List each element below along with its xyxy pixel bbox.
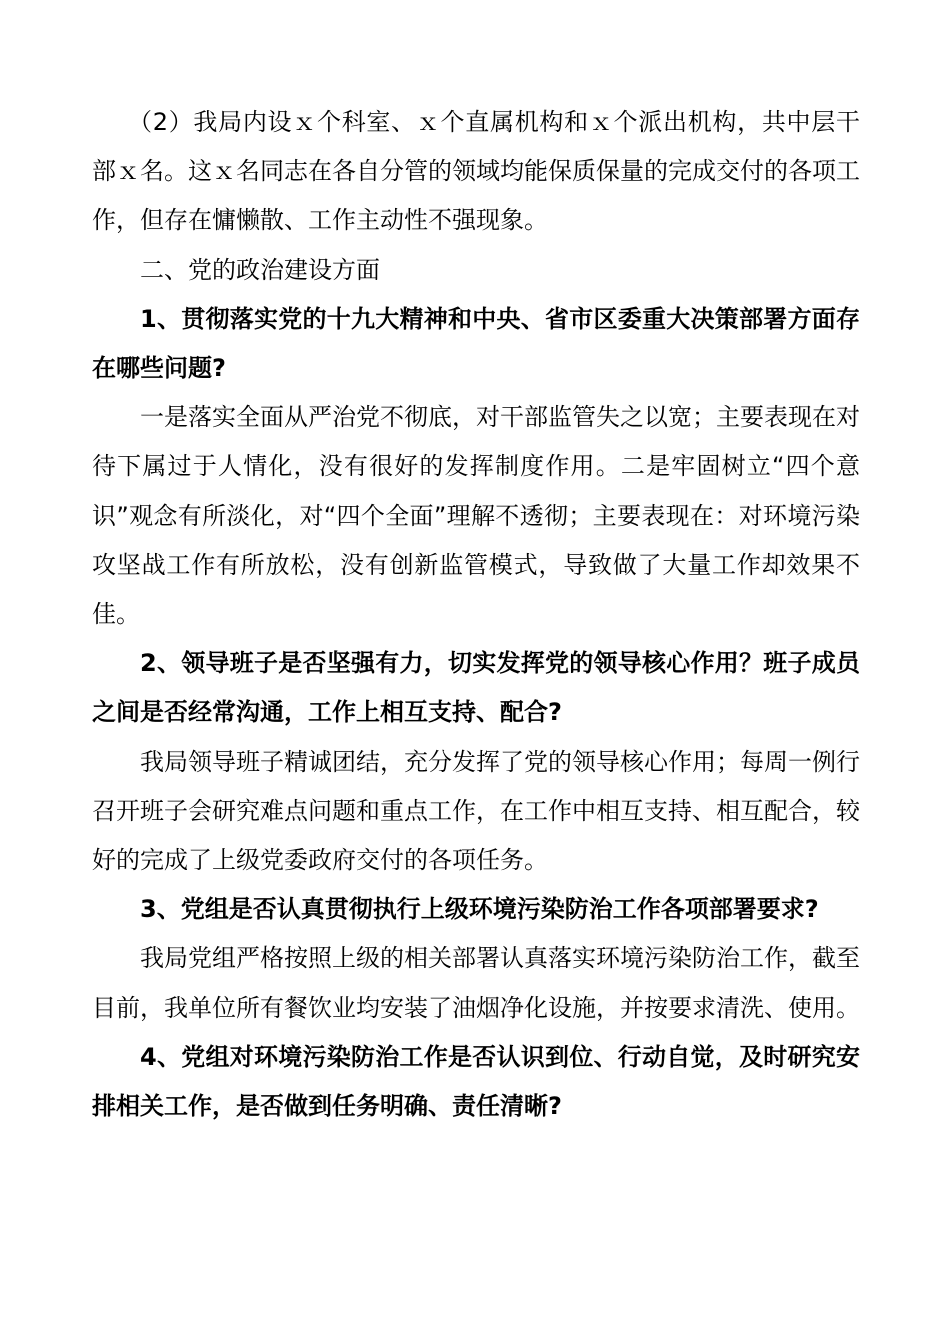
question-heading-2: 2、领导班子是否坚强有力，切实发挥党的领导核心作用？班子成员之间是否经常沟通，工作上相互支持、配合?: [92, 649, 860, 727]
question-heading-4: 4、党组对环境污染防治工作是否认识到位、行动自觉，及时研究安排相关工作，是否做到任务明确、责任清晰?: [92, 1042, 860, 1121]
question-heading-3: 3、党组是否认真贯彻执行上级环境污染防治工作各项部署要求?: [140, 895, 819, 924]
document-page: [92, 98, 860, 1131]
section-heading-political-construction: 二、党的政治建设方面: [140, 255, 380, 284]
paragraph-cadre-overview: （2）我局内设ｘ个科室、ｘ个直属机构和ｘ个派出机构，共中层干部ｘ名。这ｘ名同志在各自分管的领域均能保质保量的完成交付的各项工作，但存在慵懒散、工作主动性不强现象。: [92, 108, 860, 235]
answer-paragraph-3: 我局党组严格按照上级的相关部署认真落实环境污染防治工作，截至目前，我单位所有餐饮业均安装了油烟净化设施，并按要求清洗、使用。: [92, 944, 860, 1022]
answer-paragraph-1: 一是落实全面从严治党不彻底，对干部监管失之以宽；主要表现在对待下属过于人情化，没有很好的发挥制度作用。二是牢固树立“四个意识”观念有所淡化，对“四个全面”理解不透彻；主要表现在：对环境污染攻坚战工作有所放松，没有创新监管模式，导致做了大量工作却效果不佳。: [92, 403, 860, 629]
question-heading-1: 1、贯彻落实党的十九大精神和中央、省市区委重大决策部署方面存在哪些问题?: [92, 304, 860, 383]
answer-paragraph-2: 我局领导班子精诚团结，充分发挥了党的领导核心作用；每周一例行召开班子会研究难点问题和重点工作，在工作中相互支持、相互配合，较好的完成了上级党委政府交付的各项任务。: [92, 747, 860, 875]
